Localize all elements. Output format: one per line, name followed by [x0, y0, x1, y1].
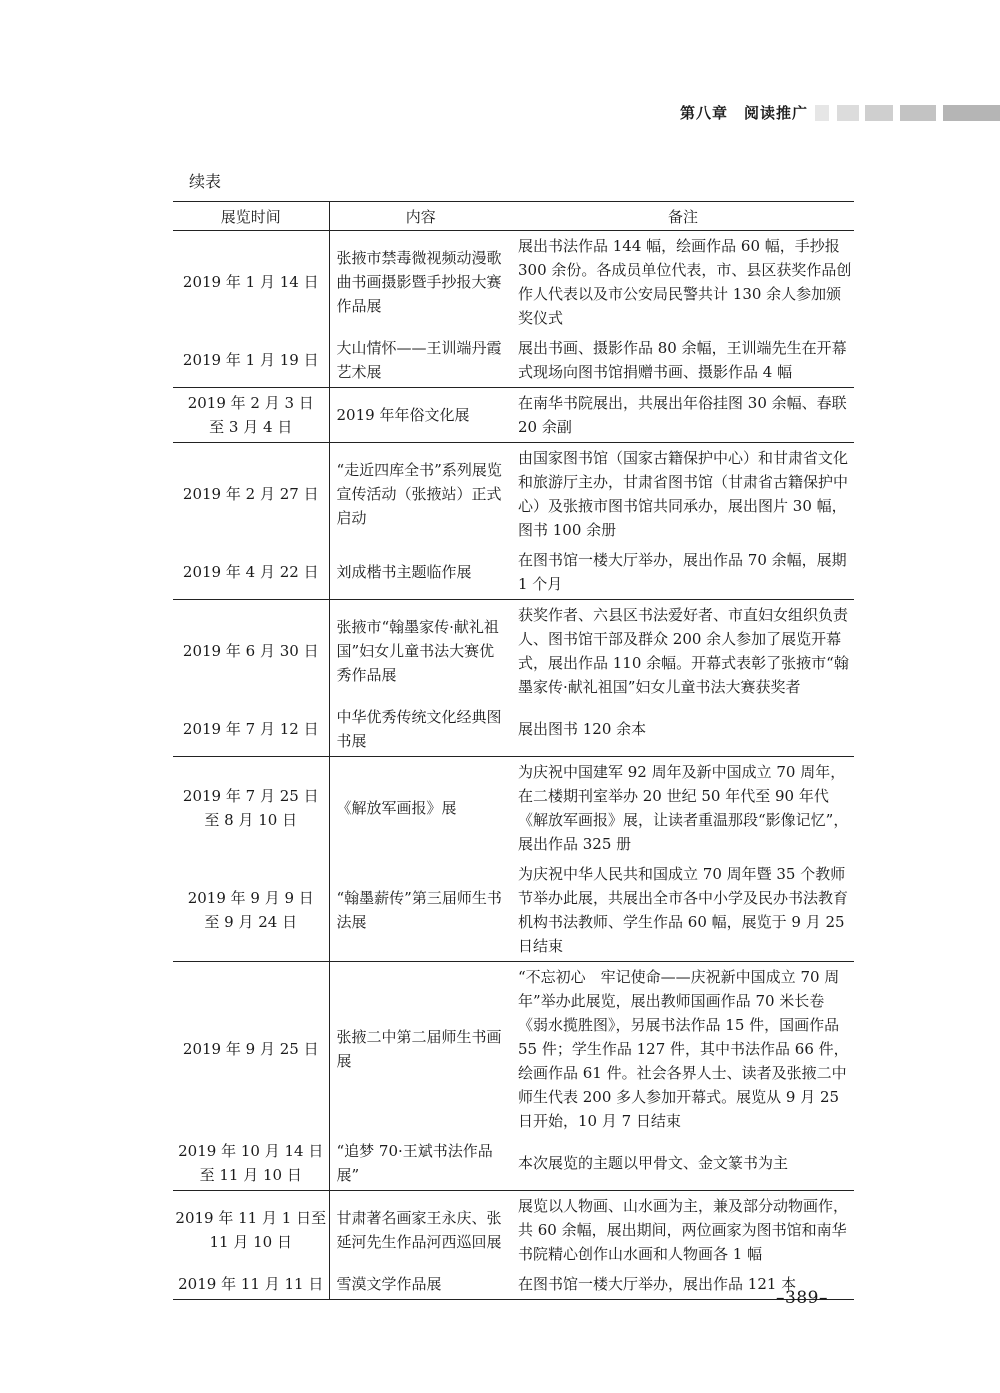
cell-time — [173, 702, 329, 757]
time-line: 2019 年 11 月 1 日至 — [175, 1209, 327, 1227]
time-line: 2019 年 6 月 30 日 — [182, 642, 319, 660]
page-number: –389– — [776, 1288, 828, 1308]
cell-time — [173, 388, 329, 443]
table-row — [173, 443, 854, 546]
cell-content: “走近四库全书”系列展览宣传活动（张掖站）正式启动 — [329, 443, 512, 546]
cell-content: 雪漠文学作品展 — [329, 1269, 512, 1300]
time-line: 2019 年 9 月 9 日 — [187, 889, 314, 907]
cell-time — [173, 757, 329, 860]
cell-content: 2019 年年俗文化展 — [329, 388, 512, 443]
time-line: 2019 年 2 月 3 日 — [187, 394, 314, 412]
table-row — [173, 388, 854, 443]
table-header-row — [173, 202, 854, 231]
header-bar — [837, 105, 859, 121]
time-line: 2019 年 7 月 25 日 — [182, 787, 319, 805]
cell-note: 在图书馆一楼大厅举办，展出作品 70 余幅，展期 1 个月 — [518, 551, 847, 593]
cell-note: 本次展览的主题以甲骨文、金文篆书为主 — [518, 1154, 789, 1172]
cell-content: 《解放军画报》展 — [329, 757, 512, 860]
cell-time — [173, 231, 329, 334]
time-line: 至 8 月 10 日 — [204, 811, 298, 829]
time-line: 至 11 月 10 日 — [199, 1166, 302, 1184]
cell-content: 张掖二中第二届师生书画展 — [329, 962, 512, 1137]
time-line: 2019 年 10 月 14 日 — [178, 1142, 324, 1160]
exhibition-table — [173, 201, 854, 1300]
time-line: 至 9 月 24 日 — [204, 913, 298, 931]
cell-time — [173, 600, 329, 703]
table-row — [173, 545, 854, 600]
table-row — [173, 757, 854, 860]
header-note: 备注 — [512, 202, 854, 231]
cell-time — [173, 859, 329, 962]
cell-note: 在南华书院展出，共展出年俗挂图 30 余幅、春联 20 余副 — [512, 388, 854, 443]
table-row — [173, 1136, 854, 1191]
table-row — [173, 600, 854, 703]
time-line: 2019 年 1 月 14 日 — [182, 273, 319, 291]
table-row — [173, 859, 854, 962]
cell-time — [173, 1136, 329, 1191]
time-line: 2019 年 2 月 27 日 — [182, 485, 319, 503]
time-line: 2019 年 7 月 12 日 — [182, 720, 319, 738]
time-line: 11 月 10 日 — [209, 1233, 292, 1251]
table-row — [173, 231, 854, 334]
cell-note: 在图书馆一楼大厅举办，展出作品 121 本 — [512, 1269, 854, 1300]
cell-note: 展览以人物画、山水画为主，兼及部分动物画作，共 60 余幅，展出期间，两位画家为图书馆和南华书院精心创作山水画和人物画各 1 幅 — [512, 1191, 854, 1270]
table-row — [173, 702, 854, 757]
cell-time — [173, 443, 329, 546]
time-line: 至 3 月 4 日 — [209, 418, 293, 436]
header-bar — [943, 105, 1000, 121]
header-bar — [815, 105, 829, 121]
cell-note: 由国家图书馆（国家古籍保护中心）和甘肃省文化和旅游厅主办，甘肃省图书馆（甘肃省古籍保护中心）及张掖市图书馆共同承办，展出图片 30 幅，图书 100 余册 — [512, 443, 854, 546]
table-row — [173, 962, 854, 1137]
cell-time — [173, 333, 329, 388]
cell-note: 展出图书 120 余本 — [518, 720, 647, 738]
cell-time — [173, 962, 329, 1137]
cell-content: 甘肃著名画家王永庆、张延河先生作品河西巡回展 — [329, 1191, 512, 1270]
cell-note: 为庆祝中国建军 92 周年及新中国成立 70 周年，在二楼期刊室举办 20 世纪 50 年代至 90 年代《解放军画报》展，让读者重温那段“影像记忆”，展出作品 325 册 — [512, 757, 854, 860]
header-time: 展览时间 — [173, 202, 329, 231]
cell-note: 展出书画、摄影作品 80 余幅，王训端先生在开幕式现场向图书馆捐赠书画、摄影作品 4 幅 — [518, 339, 847, 381]
cell-content: “翰墨薪传”第三届师生书法展 — [336, 889, 502, 931]
cell-note: 获奖作者、六县区书法爱好者、市直妇女组织负责人、图书馆干部及群众 200 余人参加了展览开幕式，展出作品 110 余幅。开幕式表彰了张掖市“翰墨家传·献礼祖国”妇女儿童书法大赛获奖者 — [512, 600, 854, 703]
time-line: 2019 年 11 月 11 日 — [178, 1275, 324, 1293]
table-row — [173, 1269, 854, 1300]
cell-time — [173, 1269, 329, 1300]
table-row — [173, 1191, 854, 1270]
cell-note: 展出书法作品 144 幅，绘画作品 60 幅，手抄报 300 余份。各成员单位代表，市、县区获奖作品创作人代表以及市公安局民警共计 130 余人参加颁奖仪式 — [512, 231, 854, 334]
cell-note: “不忘初心 牢记使命——庆祝新中国成立 70 周年”举办此展览，展出教师国画作品 70 米长卷《弱水揽胜图》，另展书法作品 15 件，国画作品 55 件；学生作品 127 件，其中书法作品 66 件，绘画作品 61 件。社会各界人士、读者及张掖二中师生代表 200 多人参加开幕式。展览从 9 月 25 日开始，10 月 7 日结束 — [512, 962, 854, 1137]
table-row — [173, 333, 854, 388]
header-bar — [900, 105, 936, 121]
cell-time — [173, 545, 329, 600]
cell-content: 刘成楷书主题临作展 — [336, 563, 472, 581]
continued-label: 续表 — [189, 172, 222, 191]
cell-content: 张掖市禁毒微视频动漫歌曲书画摄影暨手抄报大赛作品展 — [329, 231, 512, 334]
cell-content: 中华优秀传统文化经典图书展 — [336, 708, 502, 750]
cell-note: 为庆祝中华人民共和国成立 70 周年暨 35 个教师节举办此展，共展出全市各中小学及民办书法教育机构书法教师、学生作品 60 幅，展览于 9 月 25 日结束 — [518, 865, 849, 955]
time-line: 2019 年 1 月 19 日 — [182, 351, 319, 369]
header-bar — [865, 105, 893, 121]
cell-content: 大山情怀——王训端丹霞艺术展 — [336, 339, 502, 381]
cell-content: 张掖市“翰墨家传·献礼祖国”妇女儿童书法大赛优秀作品展 — [329, 600, 512, 703]
chapter-title: 第八章 阅读推广 — [679, 104, 808, 122]
page-header — [0, 103, 1000, 123]
cell-time — [173, 1191, 329, 1270]
header-content: 内容 — [329, 202, 512, 231]
time-line: 2019 年 9 月 25 日 — [182, 1040, 319, 1058]
time-line: 2019 年 4 月 22 日 — [182, 563, 319, 581]
cell-content: “追梦 70·王斌书法作品展” — [336, 1142, 493, 1184]
